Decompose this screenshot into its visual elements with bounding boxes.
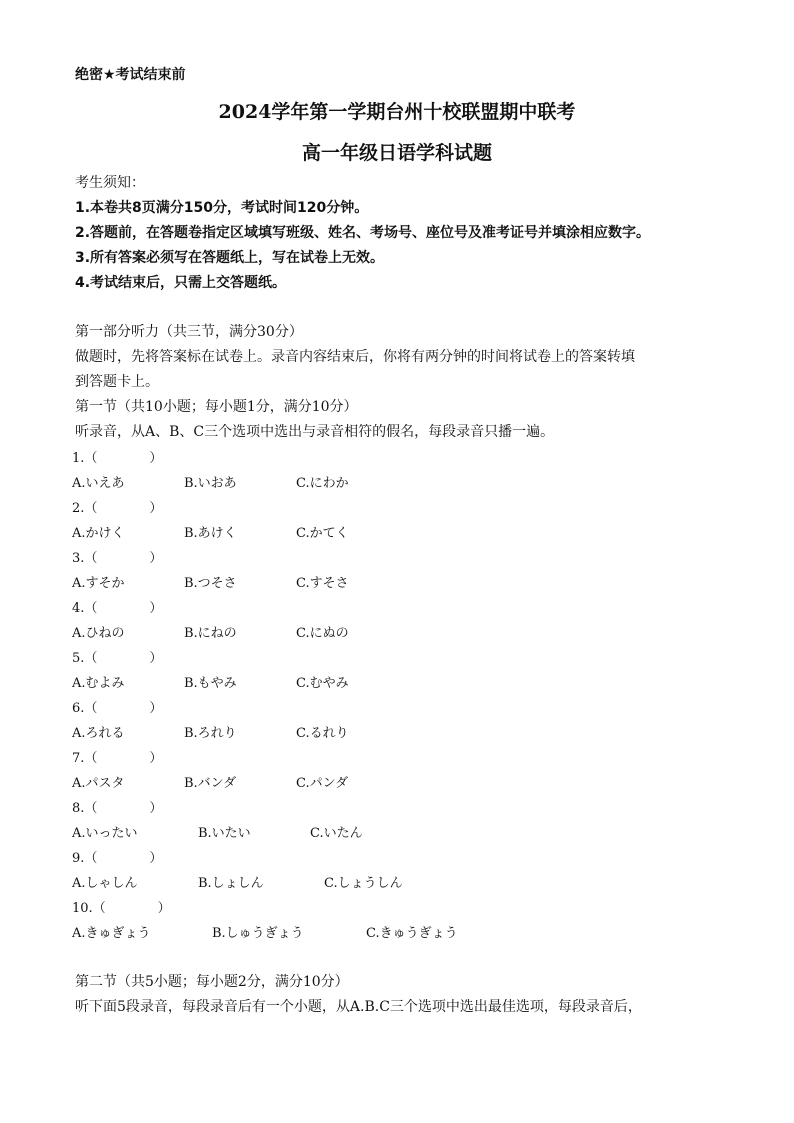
notice-heading: 考生须知：	[75, 175, 145, 191]
part1-heading: 第一部分听力（共三节，满分30分）	[75, 324, 303, 340]
option-b: B.にねの	[184, 626, 237, 641]
notice-item: 4.考试结束后，只需上交答题纸。	[75, 275, 287, 291]
confidential-label: 绝密★考试结束前	[75, 67, 186, 83]
question-number: 6.（ ）	[72, 701, 163, 716]
option-c: C.むやみ	[296, 676, 349, 691]
part1-instruction: 到答题卡上。	[75, 374, 159, 390]
question-number: 5.（ ）	[72, 651, 163, 666]
option-a: A.かけく	[72, 526, 125, 541]
option-c: C.にわか	[296, 476, 349, 491]
section1-heading: 第一节（共10小题；每小题1分，满分10分）	[75, 399, 358, 415]
option-c: C.かてく	[296, 526, 349, 541]
question-number: 1.（ ）	[72, 451, 163, 466]
option-a: A.しゃしん	[72, 876, 138, 891]
option-c: C.るれり	[296, 726, 349, 741]
question-number: 7.（ ）	[72, 751, 163, 766]
notice-item: 3.所有答案必须写在答题纸上，写在试卷上无效。	[75, 250, 385, 266]
option-b: B.バンダ	[184, 776, 237, 791]
option-b: B.もやみ	[184, 676, 237, 691]
option-c: C.きゅうぎょう	[366, 926, 458, 941]
option-b: B.しょしん	[198, 876, 264, 891]
question-number: 10.（ ）	[72, 901, 171, 916]
question-number: 3.（ ）	[72, 551, 163, 566]
part1-instruction: 做题时，先将答案标在试卷上。录音内容结束后，你将有两分钟的时间将试卷上的答案转填	[75, 349, 635, 365]
option-c: C.にぬの	[296, 626, 349, 641]
option-b: B.あけく	[184, 526, 237, 541]
option-b: B.いたい	[198, 826, 251, 841]
section1-instruction: 听录音，从A、B、C三个选项中选出与录音相符的假名，每段录音只播一遍。	[75, 424, 555, 440]
option-c: C.いたん	[310, 826, 363, 841]
option-a: A.ろれる	[72, 726, 125, 741]
notice-item: 1.本卷共8页满分150分，考试时间120分钟。	[75, 200, 369, 216]
option-c: C.しょうしん	[324, 876, 403, 891]
option-b: B.しゅうぎょう	[212, 926, 304, 941]
option-b: B.ろれり	[184, 726, 237, 741]
option-a: A.むよみ	[72, 676, 125, 691]
option-c: C.パンダ	[296, 776, 349, 791]
option-a: A.すそか	[72, 576, 125, 591]
section2-instruction: 听下面5段录音，每段录音后有一个小题，从A.B.C三个选项中选出最佳选项，每段录音后，	[75, 999, 642, 1015]
option-a: A.ひねの	[72, 626, 125, 641]
question-number: 2.（ ）	[72, 501, 163, 516]
option-b: B.つそさ	[184, 576, 237, 591]
question-number: 4.（ ）	[72, 601, 163, 616]
exam-subtitle: 高一年级日语学科试题	[301, 142, 492, 164]
option-a: A.きゅぎょう	[72, 926, 151, 941]
question-number: 9.（ ）	[72, 851, 163, 866]
option-b: B.いおあ	[184, 476, 237, 491]
question-number: 8.（ ）	[72, 801, 163, 816]
section2-heading: 第二节（共5小题；每小题2分，满分10分）	[75, 974, 349, 990]
option-a: A.いえあ	[72, 476, 125, 491]
option-c: C.すそさ	[296, 576, 349, 591]
option-a: A.いったい	[72, 826, 138, 841]
option-a: A.パスタ	[72, 776, 125, 791]
exam-title: 2024学年第一学期台州十校联盟期中联考	[218, 101, 576, 123]
notice-item: 2.答题前，在答题卷指定区域填写班级、姓名、考场号、座位号及准考证号并填涂相应数字。	[75, 225, 651, 241]
